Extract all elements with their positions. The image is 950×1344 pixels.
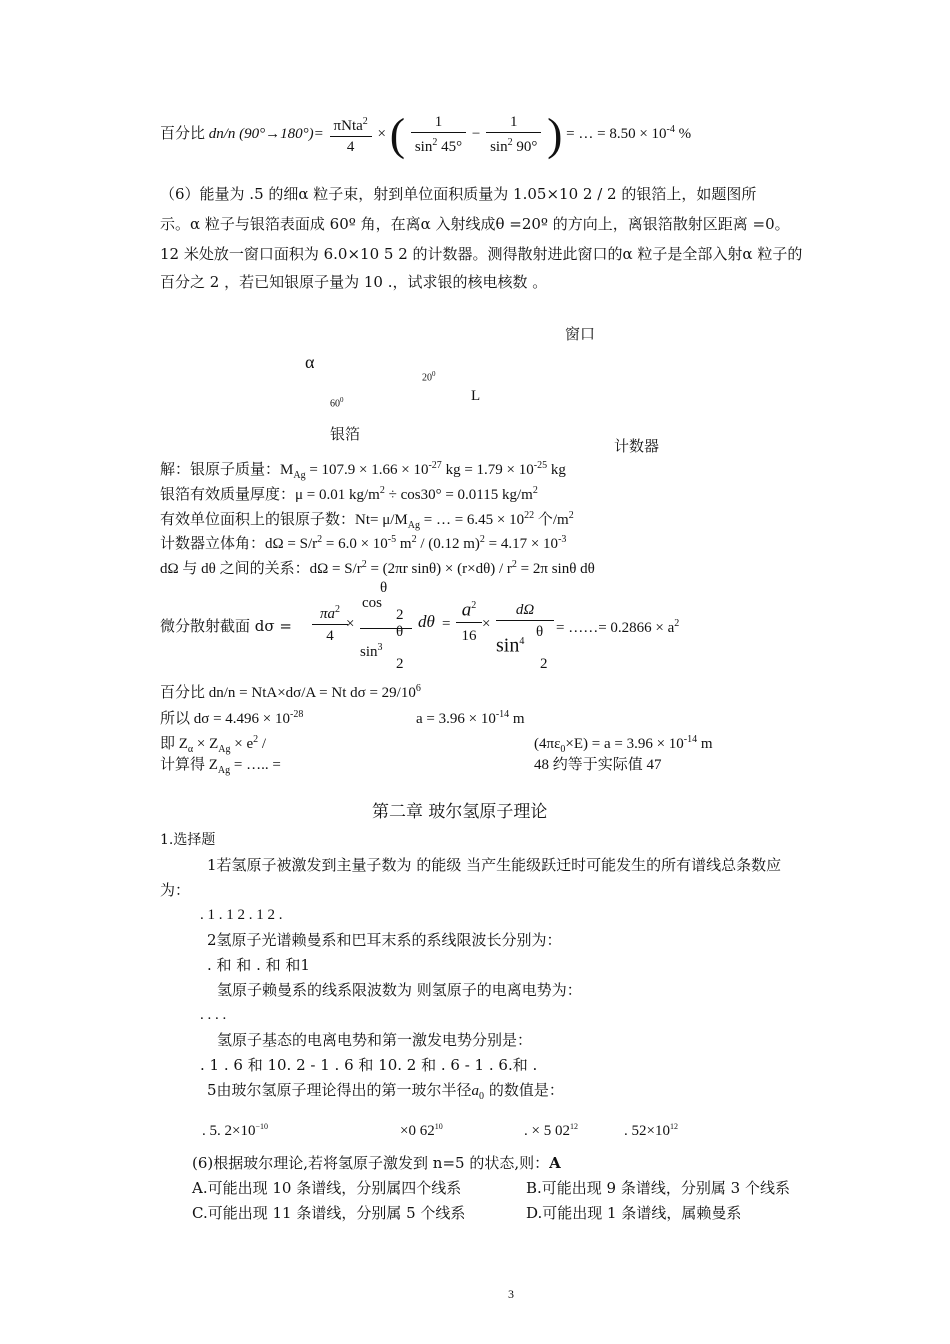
problem6-line1: （6）能量为 .5 的细α 粒子束，射到单位面积质量为 1.05×10 2 / 2 的银箔上，如题图所 <box>160 185 757 203</box>
sol-l8a-sup: 2 <box>253 734 259 745</box>
formula-tail-sup: -4 <box>666 124 675 135</box>
cross-eq: = <box>442 616 451 632</box>
angle60-value: 60 <box>330 398 340 410</box>
sol-l8b-mid: ×E) = a = 3.96 × 10 <box>565 736 684 752</box>
q5-option-a <box>202 1117 268 1141</box>
sol-l4-sup2: -5 <box>387 534 397 545</box>
sol-l5: dΩ 与 dθ 之间的关系：dΩ = S/r <box>160 561 362 577</box>
sol-l1-rest: = 107.9 × 1.66 × 10 <box>305 462 429 478</box>
sol-l5-end: = 2π sinθ dθ <box>516 561 595 577</box>
cross-num1 <box>312 600 348 625</box>
sol-l5-sup: 2 <box>361 559 367 570</box>
q6-option-b: B.可能出现 9 条谱线，分别属 3 个线系 <box>526 1179 790 1197</box>
q6-answer: A <box>549 1154 561 1172</box>
cross-sin4-sup: 4 <box>519 636 525 647</box>
question4-options: . 1 . 6 和 10. 2 - 1 . 6 和 10. 2 和 . 6 - 1 . 6.和 . <box>200 1056 538 1074</box>
cross-a-sup: 2 <box>471 600 477 611</box>
question3: 氢原子赖曼系的线系限波数为 则氢原子的电离电势为： <box>217 981 582 999</box>
q5-text: 5由玻尔氢原子理论得出的第一玻尔半径 <box>207 1081 472 1099</box>
angle20-value: 20 <box>422 372 432 384</box>
q5-var: a <box>471 1083 480 1099</box>
figure-angle60-label <box>330 394 344 410</box>
q5-option-d <box>624 1117 678 1141</box>
fraction-sin90 <box>486 112 541 157</box>
q6-option-d: D.可能出现 1 条谱线，属赖曼系 <box>526 1204 742 1222</box>
sol-l7b-end: m <box>509 711 525 727</box>
sol-l4: 计数器立体角：dΩ = S/r <box>160 536 318 552</box>
sol-l7a-sup: -28 <box>290 709 304 720</box>
q5-optA-sup: −10 <box>255 1122 268 1131</box>
sol-l6: 百分比 dn/n = NtA×dσ/A = Nt dσ = 29/10 <box>160 685 416 701</box>
formula-prefix: 百分比 <box>160 126 206 142</box>
cross-sin4-text: sin <box>496 634 520 657</box>
cross-2-bottom2: 2 <box>540 656 548 672</box>
cross-theta-top: θ <box>380 580 388 596</box>
cross-a-text: a <box>461 599 472 621</box>
q5-option-b <box>400 1117 443 1141</box>
question1-cont: 为： <box>160 881 191 899</box>
question2-options: . 和 和 . 和 和1 <box>207 956 310 974</box>
solution-line9a <box>160 755 281 781</box>
fraction-pinta <box>330 112 372 157</box>
sol-l9a-end: = ….. = <box>230 757 281 773</box>
q5-optD-sup: 12 <box>669 1122 678 1131</box>
formula-tail-end: % <box>674 126 692 142</box>
f1-num: 1 <box>411 112 466 133</box>
sol-l8b: (4πε <box>534 736 561 752</box>
cross-times1: × <box>346 616 355 632</box>
figure-angle20-label <box>422 368 436 384</box>
question4: 氢原子基态的电离电势和第一激发电势分别是： <box>217 1031 533 1049</box>
q6-option-a: A.可能出现 10 条谱线，分别属四个线系 <box>192 1179 462 1197</box>
sol-l3-sup2: 2 <box>568 510 574 521</box>
left-paren: ( <box>389 108 406 160</box>
cross-theta-bottom2: θ <box>536 624 544 640</box>
q5-end: 的数值是： <box>484 1081 564 1099</box>
cross-sin3-sup: 3 <box>377 642 383 653</box>
f1-den: sin <box>414 139 433 156</box>
q5-optA-text: . 5. 2×10 <box>202 1123 256 1139</box>
solution-line5 <box>160 555 595 579</box>
page-number: 3 <box>508 1287 514 1301</box>
sol-l1: 解：银原子质量：M <box>160 462 294 478</box>
f2-num: 1 <box>486 112 541 133</box>
sol-l1-end: kg <box>547 462 566 478</box>
sol-l2-sup: 2 <box>379 485 385 496</box>
cross-a2 <box>456 594 482 623</box>
sol-l4-mid4: = 4.17 × 10 <box>484 536 559 552</box>
cross-den1: 4 <box>326 628 334 644</box>
cross-num1-text: πa <box>319 606 335 622</box>
cross-times2: × <box>482 616 491 632</box>
minus-symbol: − <box>471 126 481 142</box>
question1-options: . 1 . 1 2 . 1 2 . <box>200 907 283 923</box>
cross-frac-line <box>360 628 412 629</box>
sol-l4-sup3: 2 <box>411 534 417 545</box>
sol-l4-mid: = 6.0 × 10 <box>322 536 388 552</box>
percentage-formula <box>160 104 692 160</box>
angle60-sup: 0 <box>340 396 344 404</box>
formula-tail: = … = 8.50 × 10 <box>566 126 667 142</box>
sol-l3-sup: 22 <box>524 510 535 521</box>
cross-num1-sup: 2 <box>335 604 340 615</box>
cross-tail <box>556 614 679 638</box>
sol-l8a-mid: × Z <box>193 736 219 752</box>
solution-line7a <box>160 705 303 729</box>
right-paren: ) <box>547 108 563 160</box>
angle20-sup: 0 <box>432 370 436 378</box>
solution-line6 <box>160 679 421 703</box>
sol-l8b-sub: 0 <box>560 744 566 755</box>
sol-l4-mid3: / (0.12 m) <box>416 536 480 552</box>
f2-den: sin <box>490 139 508 156</box>
chapter-title: 第二章 玻尔氢原子理论 <box>372 802 548 822</box>
sol-l3: 有效单位面积上的银原子数：Nt= μ/M <box>160 512 408 528</box>
question2: 2氢原子光谱赖曼系和巴耳末系的系线限波长分别为： <box>207 931 562 949</box>
sol-l9a-sub: Ag <box>217 765 231 776</box>
q6-option-c: C.可能出现 11 条谱线，分别属 5 个线系 <box>192 1204 466 1222</box>
q6-text: (6)根据玻尔理论,若将氢原子激发到 n=5 的状态,则： <box>192 1154 550 1172</box>
sol-l2-mid: ÷ cos30° = 0.0115 kg/m <box>384 487 533 503</box>
sol-l1-sub: Ag <box>293 470 306 481</box>
sol-l8b-sup: -14 <box>683 734 698 745</box>
figure-alpha-label: α <box>305 352 315 372</box>
sol-l8a-end: / <box>258 736 267 752</box>
q5-optC-text: . × 5 02 <box>524 1123 570 1139</box>
sol-l8a-mid2: × e <box>230 736 254 752</box>
sol-l4-sup: 2 <box>317 534 323 545</box>
cross-tail-sup: 2 <box>674 618 680 629</box>
sol-l1-mid: kg = 1.79 × 10 <box>441 462 534 478</box>
sol-l3-end: 个/m <box>534 512 569 528</box>
cross-2-bottom: 2 <box>396 656 404 672</box>
frac-den: 4 <box>346 139 355 156</box>
f2-den-sup: 2 <box>507 137 513 149</box>
cross-cos: cos <box>362 595 382 611</box>
cross-16: 16 <box>461 628 477 644</box>
sol-l5-rest: = (2πr sinθ) × (r×dθ) / r <box>366 561 512 577</box>
sol-l3-mid: = … = 6.45 × 10 <box>420 512 525 528</box>
q5-optD-text: . 52×10 <box>624 1123 670 1139</box>
cross-theta-bottom: θ <box>396 624 404 640</box>
sol-l2-sup2: 2 <box>532 485 538 496</box>
solution-line4 <box>160 530 566 554</box>
f1-den-sup: 2 <box>432 137 438 149</box>
figure-L-label: L <box>471 388 481 404</box>
f1-den-angle: 45° <box>441 139 463 156</box>
sol-l7b-sup: -14 <box>495 709 510 720</box>
sol-l5-sup2: 2 <box>511 559 517 570</box>
sol-l8a-sub2: Ag <box>218 744 231 755</box>
question3-options: . . . . <box>200 1007 227 1023</box>
q5-optB-text: ×0 62 <box>400 1123 435 1139</box>
q5-sub: 0 <box>479 1091 485 1102</box>
cross-sin4 <box>496 630 524 658</box>
formula-lhs: dn/n (90°→180°)= <box>208 126 324 142</box>
section-heading: 1.选择题 <box>160 832 216 848</box>
cross-2-top: 2 <box>396 607 404 623</box>
question5 <box>207 1080 564 1107</box>
cross-sin3 <box>360 638 383 662</box>
cross-section-prefix: 微分散射截面 dσ = <box>160 617 292 635</box>
sol-l1-sup1: -27 <box>428 460 442 471</box>
problem6-line2: 示。α 粒子与银箔表面成 60º 角，在离α 入射线成θ =20º 的方向上，离银箔散射区距离 =0。 <box>160 215 790 233</box>
solution-line7b <box>416 705 525 729</box>
cross-tail-text: = ……= 0.2866 × a <box>556 620 675 636</box>
sol-l4-sup4: 2 <box>479 534 485 545</box>
question6 <box>192 1153 561 1173</box>
times-symbol: × <box>377 126 386 142</box>
sol-l3-sub: Ag <box>407 520 420 531</box>
sol-l4-mid2: m <box>396 536 412 552</box>
sol-l1-sup2: -25 <box>533 460 548 471</box>
q5-optC-sup: 12 <box>569 1122 578 1131</box>
frac-num: πNta <box>333 118 363 135</box>
problem6-line4: 百分之 2 ，若已知银原子量为 10 .，试求银的核电核数 。 <box>160 273 548 291</box>
problem6-line3: 12 米处放一窗口面积为 6.0×10 5 2 的计数器。测得散射进此窗口的α 粒子是全部入射α 粒子的 <box>160 245 803 263</box>
cross-dtheta: dθ <box>418 612 435 631</box>
f2-den-angle: 90° <box>516 139 538 156</box>
figure-counter-label: 计数器 <box>614 437 660 455</box>
sol-l6-sup: 6 <box>415 683 421 694</box>
sol-l8a-sub: α <box>187 744 194 755</box>
sol-l4-sup5: -3 <box>558 534 567 545</box>
fraction-sin45 <box>411 112 466 157</box>
solution-line2 <box>160 481 538 505</box>
sol-l8a: 即 Z <box>160 736 188 752</box>
figure-window-label: 窗口 <box>565 325 596 343</box>
q5-option-c <box>524 1117 578 1141</box>
sol-l8b-end: m <box>697 736 713 752</box>
sol-l9a: 计算得 Z <box>160 757 218 773</box>
cross-dOmega: dΩ <box>496 600 554 621</box>
q5-optB-sup: 10 <box>434 1122 443 1131</box>
sol-l7a: 所以 dσ = 4.496 × 10 <box>160 711 291 727</box>
frac-num-sup: 2 <box>362 116 368 128</box>
sol-l7b: a = 3.96 × 10 <box>416 711 496 727</box>
solution-line9b: 48 约等于实际值 47 <box>534 757 662 773</box>
sol-l2: 银箔有效质量厚度：μ = 0.01 kg/m <box>160 487 380 503</box>
figure-foil-label: 银箔 <box>330 425 361 443</box>
cross-sin3-text: sin <box>360 644 378 660</box>
question1: 1若氢原子被激发到主量子数为 的能级 当产生能级跃迁时可能发生的所有谱线总条数应 <box>207 856 782 874</box>
